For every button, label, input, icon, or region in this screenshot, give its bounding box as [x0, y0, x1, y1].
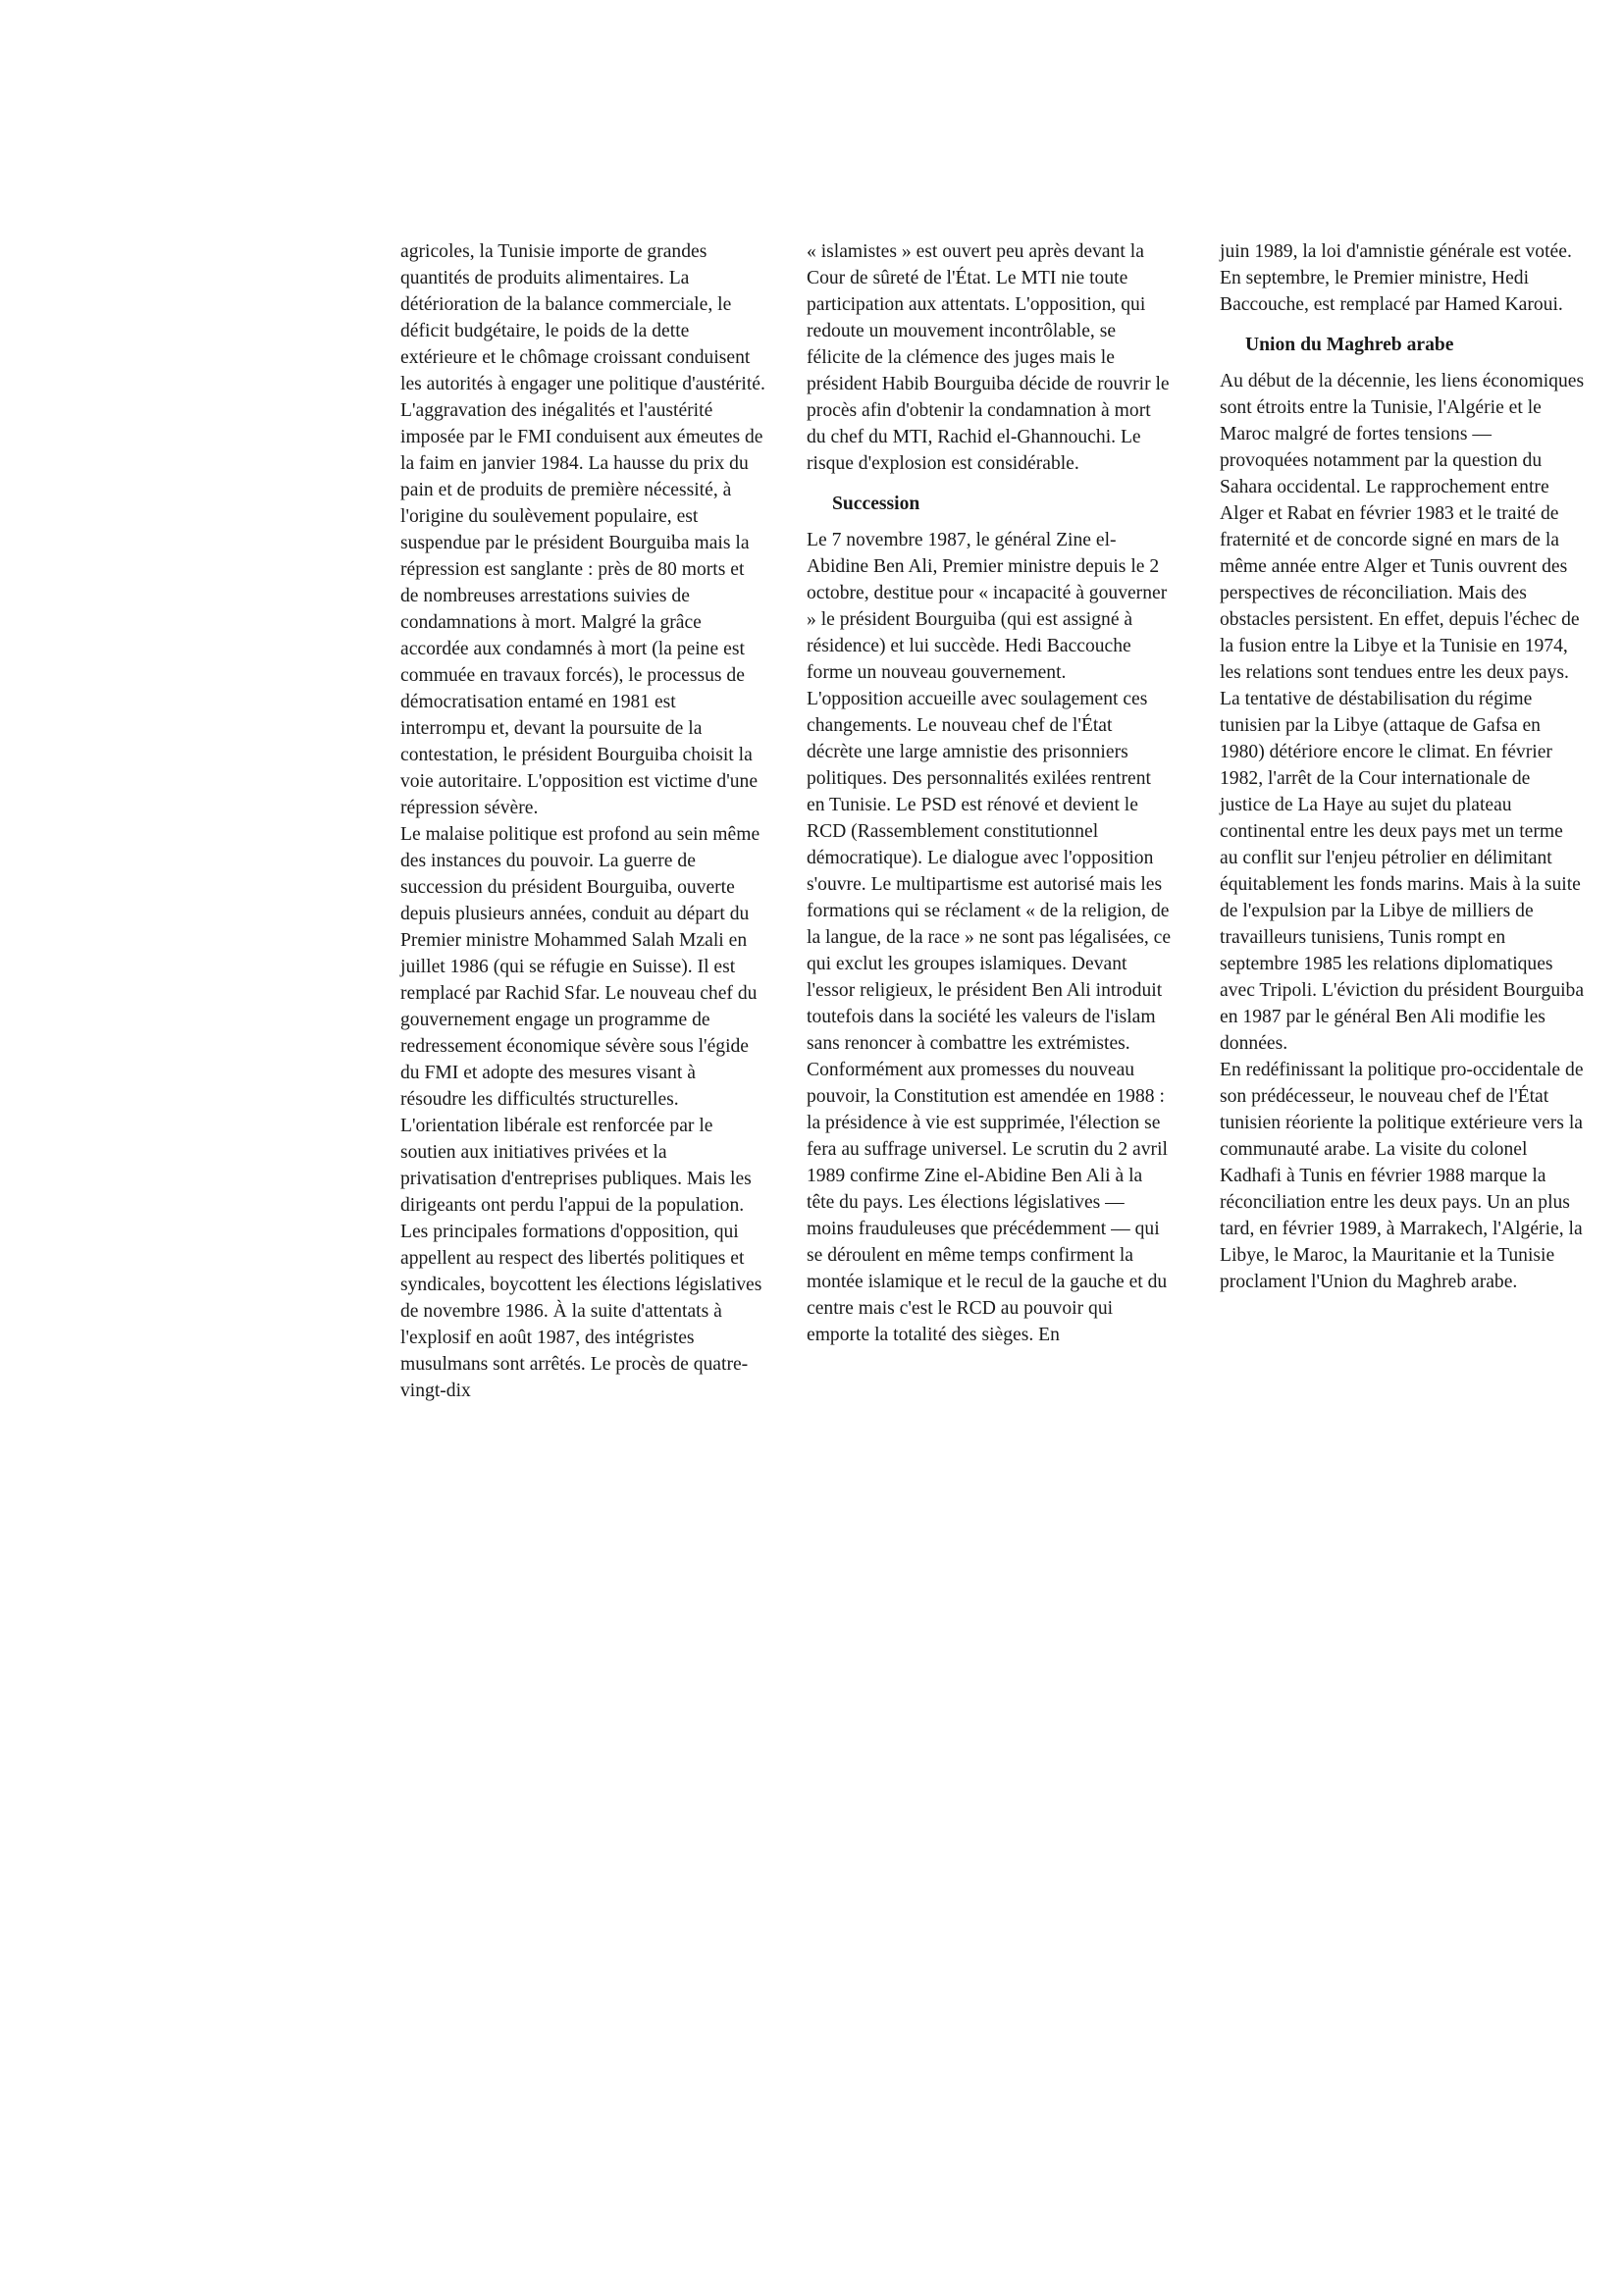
section-heading-succession: Succession: [832, 494, 920, 514]
paragraph: Au début de la décennie, les liens économiques sont étroits entre la Tunisie, l'Algérie et le Maroc malgré de fortes tensions — provoquées notamment par la question du Sahara occidental. Le rapprochement entre Alger et Rabat en février 1983 et le traité de fraternité et de concorde signé en mars de la même année entre Alger et Tunis ouvrent des perspectives de réconciliation. Mais des obstacles persistent. En effet, depuis l'échec de la fusion entre la Libye et la Tunisie en 1974, les relations sont tendues entre les deux pays. La tentative de déstabilisation du régime tunisien par la Libye (attaque de Gafsa en 1980) détériore encore le climat. En février 1982, l'arrêt de la Cour internationale de justice de La Haye au sujet du plateau continental entre les deux pays met un terme au conflit sur l'enjeu pétrolier en délimitant équitablement les fonds marins. Mais à la suite de l'expulsion par la Libye de milliers de travailleurs tunisiens, Tunis rompt en septembre 1985 les relations diplomatiques avec Tripoli. L'éviction du président Bourguiba en 1987 par le général Ben Ali modifie les données.: [1220, 371, 1585, 1054]
paragraph: Le 7 novembre 1987, le général Zine el-Abidine Ben Ali, Premier ministre depuis le 2 octobre, destitue pour « incapacité à gouverner » le président Bourguiba (qui est assigné à résidence) et lui succède. Hedi Baccouche forme un nouveau gouvernement.: [807, 530, 1168, 683]
text-column-3: [1220, 238, 1585, 1295]
paragraph: Conformément aux promesses du nouveau pouvoir, la Constitution est amendée en 1988 : la présidence à vie est supprimée, l'élection se fera au suffrage universel. Le scrutin du 2 avril 1989 confirme Zine el-Abidine Ben Ali à la tête du pays. Les élections législatives — moins frauduleuses que précédemment — qui se déroulent en même temps confirment la montée islamique et le recul de la gauche et du centre mais c'est le RCD au pouvoir qui emporte la totalité des sièges. En: [807, 1060, 1168, 1345]
paragraph: juin 1989, la loi d'amnistie générale est votée. En septembre, le Premier ministre, Hedi Baccouche, est remplacé par Hamed Karoui.: [1220, 241, 1572, 315]
paragraph: Le malaise politique est profond au sein même des instances du pouvoir. La guerre de succession du président Bourguiba, ouverte depuis plusieurs années, conduit au départ du Premier ministre Mohammed Salah Mzali en juillet 1986 (qui se réfugie en Suisse). Il est remplacé par Rachid Sfar. Le nouveau chef du gouvernement engage un programme de redressement économique sévère sous l'égide du FMI et adopte des mesures visant à résoudre les difficultés structurelles. L'orientation libérale est renforcée par le soutien aux initiatives privées et la privatisation d'entreprises publiques. Mais les dirigeants ont perdu l'appui de la population. Les principales formations d'opposition, qui appellent au respect des libertés politiques et syndicales, boycottent les élections législatives de novembre 1986. À la suite d'attentats à l'explosif en août 1987, des intégristes musulmans sont arrêtés. Le procès de quatre-vingt-dix: [400, 824, 762, 1401]
paragraph: En redéfinissant la politique pro-occidentale de son prédécesseur, le nouveau chef de l'État tunisien réoriente la politique extérieure vers la communauté arabe. La visite du colonel Kadhafi à Tunis en février 1988 marque la réconciliation entre les deux pays. Un an plus tard, en février 1989, à Marrakech, l'Algérie, la Libye, le Maroc, la Mauritanie et la Tunisie proclament l'Union du Maghreb arabe.: [1220, 1060, 1584, 1292]
text-column-1: [400, 238, 765, 1404]
paragraph: agricoles, la Tunisie importe de grandes quantités de produits alimentaires. La détérioration de la balance commerciale, le déficit budgétaire, le poids de la dette extérieure et le chômage croissant conduisent les autorités à engager une politique d'austérité. L'aggravation des inégalités et l'austérité imposée par le FMI conduisent aux émeutes de la faim en janvier 1984. La hausse du prix du pain et de produits de première nécessité, à l'origine du soulèvement populaire, est suspendue par le président Bourguiba mais la répression est sanglante : près de 80 morts et de nombreuses arrestations suivies de condamnations à mort. Malgré la grâce accordée aux condamnés à mort (la peine est commuée en travaux forcés), le processus de démocratisation entamé en 1981 est interrompu et, devant la poursuite de la contestation, le président Bourguiba choisit la voie autoritaire. L'opposition est victime d'une répression sévère.: [400, 241, 765, 818]
section-heading-union-maghreb: Union du Maghreb arabe: [1245, 335, 1454, 355]
paragraph: « islamistes » est ouvert peu après devant la Cour de sûreté de l'État. Le MTI nie toute participation aux attentats. L'opposition, qui redoute un mouvement incontrôlable, se félicite de la clémence des juges mais le président Habib Bourguiba décide de rouvrir le procès afin d'obtenir la condamnation à mort du chef du MTI, Rachid el-Ghannouchi. Le risque d'explosion est considérable.: [807, 241, 1170, 474]
paragraph: L'opposition accueille avec soulagement ces changements. Le nouveau chef de l'État décrète une large amnistie des prisonniers politiques. Des personnalités exilées rentrent en Tunisie. Le PSD est rénové et devient le RCD (Rassemblement constitutionnel démocratique). Le dialogue avec l'opposition s'ouvre. Le multipartisme est autorisé mais les formations qui se réclament « de la religion, de la langue, de la race » ne sont pas légalisées, ce qui exclut les groupes islamiques. Devant l'essor religieux, le président Ben Ali introduit toutefois dans la société les valeurs de l'islam sans renoncer à combattre les extrémistes.: [807, 689, 1172, 1054]
text-column-2: [807, 238, 1172, 1348]
